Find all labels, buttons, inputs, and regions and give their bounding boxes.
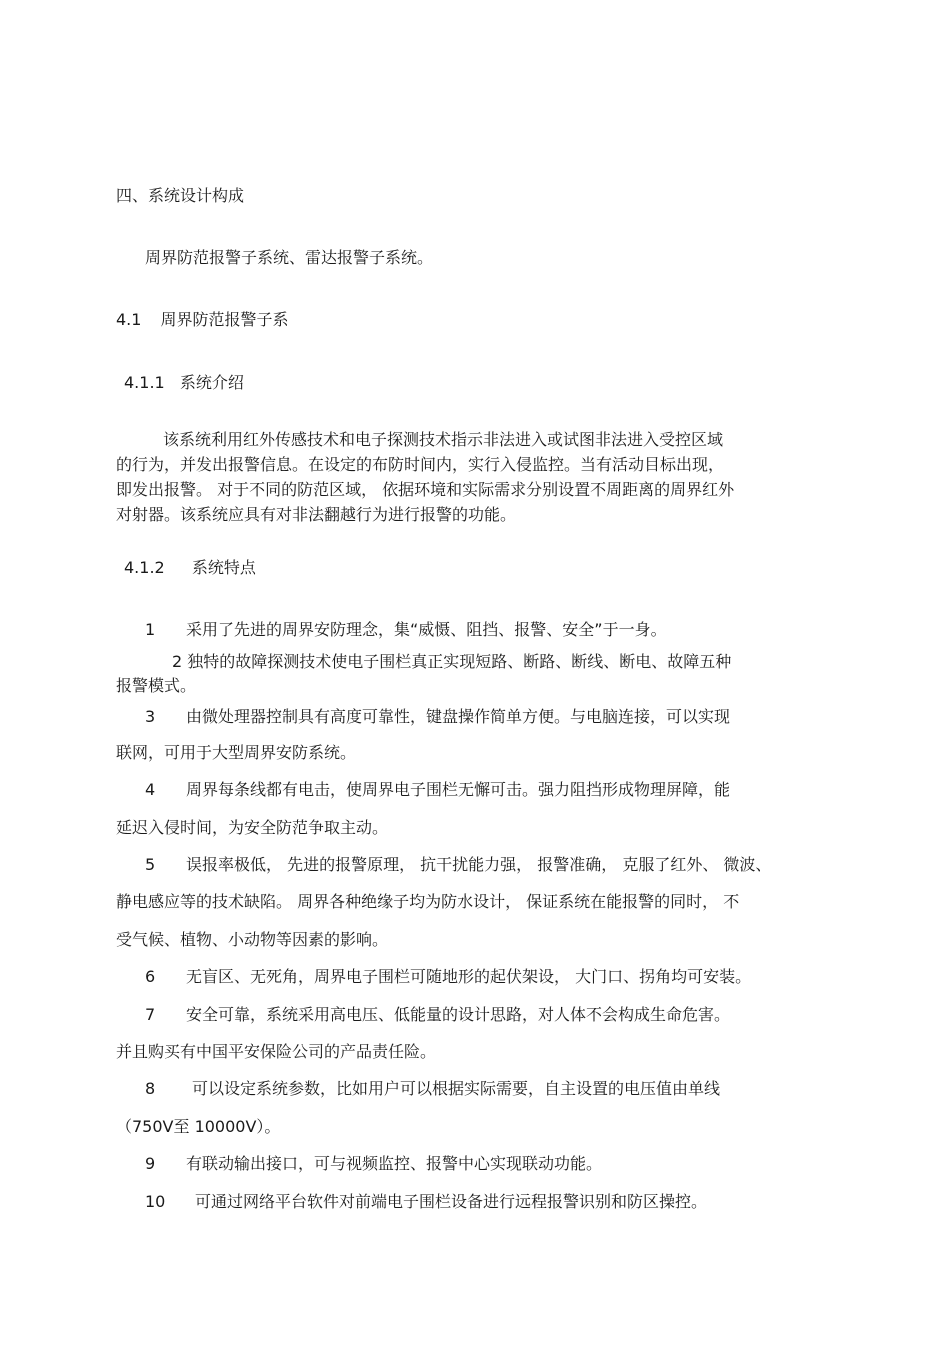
feature-5 [145, 855, 771, 875]
intro-line-3: 即发出报警。 对于不同的防范区域， 依据环境和实际需求分别设置不周距离的周界红外 [116, 480, 735, 499]
heading-4-1-2 [124, 558, 256, 578]
feature-2-continued: 报警模式。 [116, 676, 197, 695]
intro-line-1: 该系统利用红外传感技术和电子探测技术指示非法进入或试图非法进入受控区域 [163, 430, 724, 449]
feature-8-continued: （750V至 10000V）。 [116, 1117, 281, 1136]
feature-6 [145, 967, 751, 987]
feature-5-continued-2: 受气候、植物、小动物等因素的影响。 [116, 930, 389, 949]
feature-2: 2 独特的故障探测技术使电子围栏真正实现短路、断路、断线、断电、故障五种 [172, 652, 732, 671]
feature-9 [145, 1154, 602, 1174]
feature-text: 误报率极低， 先进的报警原理， 抗干扰能力强， 报警准确， 克服了红外、 微波、 [186, 855, 772, 874]
intro-line-2: 的行为，并发出报警信息。在设定的布防时间内，实行入侵监控。当有活动目标出现， [116, 455, 725, 474]
feature-7-continued: 并且购买有中国平安保险公司的产品责任险。 [116, 1042, 437, 1061]
feature-text: 有联动输出接口，可与视频监控、报警中心实现联动功能。 [186, 1154, 603, 1173]
feature-text: 采用了先进的周界安防理念，集“威慑、阻挡、报警、安全”于一身。 [186, 620, 667, 639]
feature-text: 可通过网络平台软件对前端电子围栏设备进行远程报警识别和防区操控。 [195, 1192, 708, 1211]
feature-text: 周界每条线都有电击，使周界电子围栏无懈可击。强力阻挡形成物理屏障，能 [186, 780, 731, 799]
feature-3 [145, 707, 730, 727]
feature-8 [145, 1079, 720, 1099]
heading-number: 4.1 [116, 310, 142, 329]
feature-text: 无盲区、无死角，周界电子围栏可随地形的起伏架设， 大门口、拐角均可安装。 [186, 967, 752, 986]
heading-4-1 [116, 310, 289, 330]
feature-number: 10 [145, 1192, 166, 1211]
feature-4-continued: 延迟入侵时间，为安全防范争取主动。 [116, 818, 389, 837]
feature-10 [145, 1192, 707, 1212]
feature-number: 9 [145, 1154, 156, 1173]
feature-number: 6 [145, 967, 156, 986]
feature-number: 4 [145, 780, 156, 799]
feature-number: 1 [145, 620, 156, 639]
heading-number: 4.1.2 [124, 558, 165, 577]
feature-5-continued: 静电感应等的技术缺陷。 周界各种绝缘子均为防水设计， 保证系统在能报警的同时， 不 [116, 892, 740, 911]
feature-3-continued: 联网，可用于大型周界安防系统。 [116, 743, 357, 762]
heading-4-1-1 [124, 373, 244, 393]
feature-number: 5 [145, 855, 156, 874]
feature-7 [145, 1005, 730, 1025]
feature-text: 安全可靠，系统采用高电压、低能量的设计思路，对人体不会构成生命危害。 [186, 1005, 731, 1024]
feature-text: 可以设定系统参数，比如用户可以根据实际需要，自主设置的电压值由单线 [192, 1079, 721, 1098]
heading-text: 周界防范报警子系 [160, 310, 289, 329]
heading-text: 系统特点 [191, 558, 256, 577]
feature-4 [145, 780, 730, 800]
feature-number: 7 [145, 1005, 156, 1024]
intro-paragraph: 周界防范报警子系统、雷达报警子系统。 [145, 248, 434, 267]
section-title: 四、系统设计构成 [116, 186, 245, 205]
intro-line-4: 对射器。该系统应具有对非法翻越行为进行报警的功能。 [116, 505, 517, 524]
feature-1 [145, 620, 667, 640]
feature-text: 由微处理器控制具有高度可靠性，键盘操作简单方便。与电脑连接，可以实现 [186, 707, 731, 726]
heading-number: 4.1.1 [124, 373, 165, 392]
feature-number: 8 [145, 1079, 156, 1098]
heading-text: 系统介绍 [179, 373, 244, 392]
feature-number: 3 [145, 707, 156, 726]
